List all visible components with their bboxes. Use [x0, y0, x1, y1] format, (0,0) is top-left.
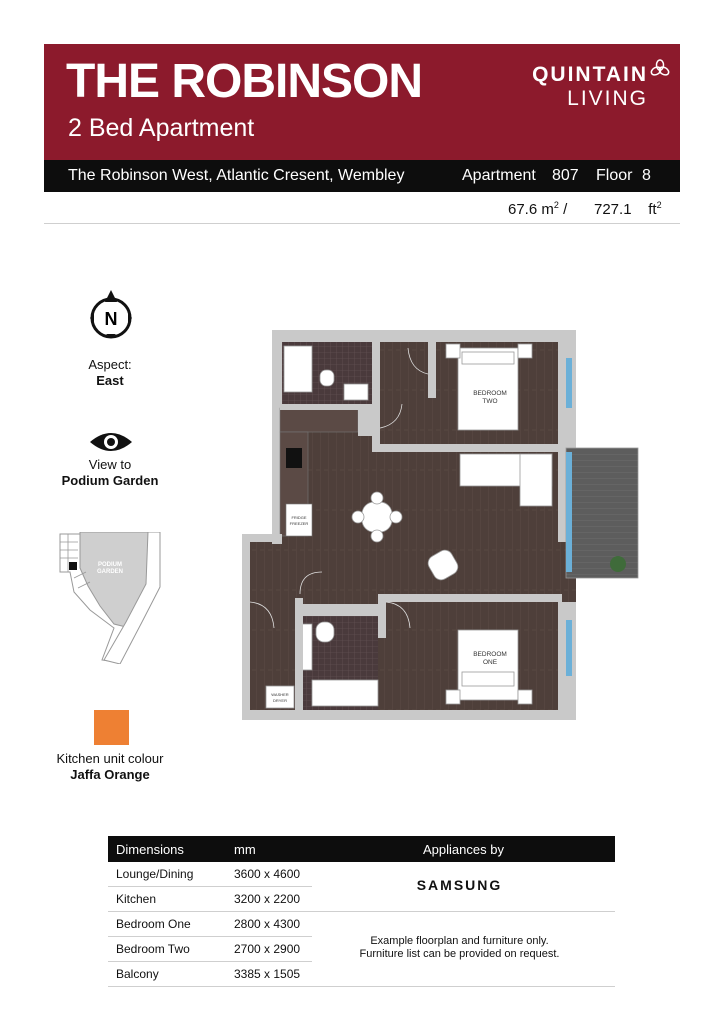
area-sqft-unit: ft: [648, 201, 657, 218]
furniture-note: [304, 935, 615, 961]
apartment-type: 2 Bed Apartment: [68, 114, 255, 142]
eye-icon: [88, 430, 134, 454]
table-header-row: [108, 836, 615, 862]
room-name: Bedroom Two: [108, 937, 226, 962]
washer-label-line1: WASHER: [271, 692, 289, 697]
fridge-label-line2: FREEZER: [289, 521, 309, 526]
room-size: 3385 x 1505: [226, 962, 312, 987]
area-sqft: 727.1 $ft^2$: [594, 200, 662, 218]
building-keyplan: [56, 532, 162, 664]
floor-label: Floor: [596, 167, 633, 184]
brand-knot-icon: [650, 58, 670, 78]
area-sqm-unit: m: [541, 201, 554, 218]
furniture-note-line2: Furniture list can be provided on request.: [359, 948, 560, 960]
aspect-block: [40, 357, 180, 389]
room-size: 3200 x 2200: [226, 887, 312, 912]
kitchen-colour-value: Jaffa Orange: [70, 767, 150, 782]
floorplan: [240, 328, 640, 724]
view-block: [40, 457, 180, 489]
bedroom-two-label-line2: TWO: [482, 398, 498, 405]
area-sqm-value: 67.6: [508, 201, 538, 218]
area-sqm: 67.6 $m^2$ /: [508, 200, 568, 218]
room-name: Balcony: [108, 962, 226, 987]
brand-name-line1: QUINTAIN: [532, 63, 648, 86]
header-divider: [44, 223, 680, 224]
table-row: [108, 912, 615, 937]
compass-letter: N: [104, 309, 118, 329]
brand-name-line2: LIVING: [567, 87, 648, 110]
page-title: THE ROBINSON: [66, 55, 423, 108]
apartment-label: Apartment: [462, 167, 536, 184]
fridge-label-line1: FRIDGE: [291, 515, 307, 520]
room-name: Lounge/Dining: [108, 862, 226, 887]
address-bar: [44, 160, 680, 192]
kitchen-colour-swatch: [94, 710, 129, 745]
view-value: Podium Garden: [61, 473, 159, 488]
aspect-value: East: [96, 373, 124, 388]
aspect-label: Aspect:: [88, 357, 132, 372]
unit-header: mm: [226, 836, 312, 862]
floor-number: 8: [642, 167, 651, 184]
keyplan-label-line1: PODIUM: [98, 562, 122, 568]
furniture-note-line1: Example floorplan and furniture only.: [370, 935, 549, 947]
apartment-number: 807: [552, 167, 579, 184]
address-text: The Robinson West, Atlantic Cresent, Wembley: [68, 167, 405, 184]
dimensions-header: Dimensions: [108, 836, 226, 862]
washer-label-line2: DRYER: [273, 698, 287, 703]
appliance-brand-logo: SAMSUNG: [416, 877, 503, 893]
room-size: 2800 x 4300: [226, 912, 312, 937]
room-name: Bedroom One: [108, 912, 226, 937]
bedroom-one-label-line1: BEDROOM: [473, 651, 507, 658]
brand-logo: [532, 64, 648, 109]
room-size: 3600 x 4600: [226, 862, 312, 887]
area-separator: /: [563, 201, 568, 218]
room-name: Kitchen: [108, 887, 226, 912]
area-sqft-value: 727.1: [594, 201, 632, 218]
kitchen-colour-label: Kitchen unit colour: [56, 751, 164, 766]
compass-icon: [84, 288, 138, 342]
keyplan-label-line2: GARDEN: [96, 569, 124, 575]
dimensions-table: [108, 836, 615, 987]
view-label: View to: [88, 457, 132, 472]
table-row: [108, 962, 615, 987]
bedroom-one-label-line2: ONE: [482, 659, 498, 666]
room-size: 2700 x 2900: [226, 937, 312, 962]
header-banner: [44, 44, 680, 160]
kitchen-colour-block: [40, 751, 180, 783]
bedroom-two-label-line1: BEDROOM: [473, 390, 507, 397]
appliances-header: Appliances by: [312, 836, 615, 862]
